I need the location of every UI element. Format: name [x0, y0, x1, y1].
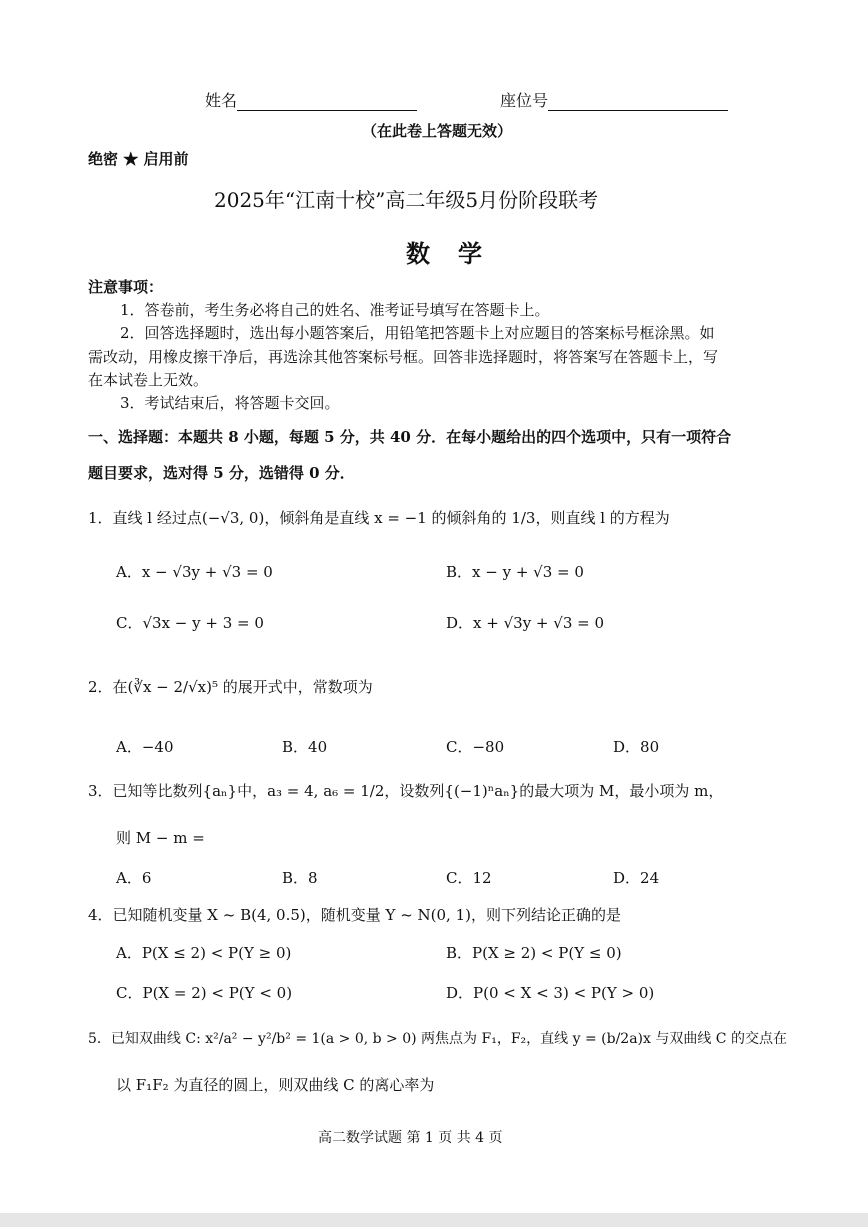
q1-option-c: C．√3x − y + 3 = 0 [116, 614, 264, 632]
q2-option-d: D．80 [613, 738, 660, 756]
name-field [205, 88, 417, 111]
q1-option-d: D．x + √3y + √3 = 0 [446, 614, 605, 632]
name-blank [237, 94, 417, 111]
subject-title: 数 学 [406, 239, 484, 268]
note-1: 1．答卷前，考生务必将自己的姓名、准考证号填写在答题卡上。 [120, 301, 550, 319]
section1-line2: 题目要求，选对得 5 分，选错得 0 分． [88, 464, 355, 482]
q3-option-b: B．8 [282, 869, 318, 887]
q4-option-d: D．P(0 < X < 3) < P(Y > 0) [446, 984, 655, 1002]
q2-option-b: B．40 [282, 738, 328, 756]
q1-option-a: A．x − √3y + √3 = 0 [116, 563, 273, 581]
q5-stem: 5．已知双曲线 C: x²/a² − y²/b² = 1(a > 0, b > 0) 两焦点为 F₁，F₂，直线 y = (b/2a)x 与双曲线 C 的交点在 [88, 1031, 787, 1047]
bottom-strip [0, 1213, 868, 1227]
page-footer: 高二数学试题 第 1 页 共 4 页 [318, 1130, 503, 1146]
exam-title: 2025年“江南十校”高二年级5月份阶段联考 [214, 188, 599, 212]
q2-option-c: C．−80 [446, 738, 505, 756]
q2-option-a: A．−40 [116, 738, 174, 756]
seat-label: 座位号 [500, 91, 549, 110]
q1-stem: 1．直线 l 经过点(−√3, 0)，倾斜角是直线 x = −1 的倾斜角的 1/3，则直线 l 的方程为 [88, 509, 670, 527]
note-2b: 需改动，用橡皮擦干净后，再选涂其他答案标号框。回答非选择题时，将答案写在答题卡上，写 [88, 348, 719, 366]
q4-option-c: C．P(X = 2) < P(Y < 0) [116, 984, 293, 1002]
name-label: 姓名 [205, 91, 238, 110]
q3-stem: 3．已知等比数列{aₙ}中，a₃ = 4, a₆ = 1/2，设数列{(−1)ⁿaₙ}的最大项为 M，最小项为 m， [88, 782, 724, 800]
note-2a: 2．回答选择题时，选出每小题答案后，用铅笔把答题卡上对应题目的答案标号框涂黑。如 [120, 324, 715, 342]
seat-field [500, 88, 728, 111]
q3-option-a: A．6 [116, 869, 152, 887]
q3-option-d: D．24 [613, 869, 660, 887]
q4-stem: 4．已知随机变量 X ~ B(4, 0.5)，随机变量 Y ~ N(0, 1)，则下列结论正确的是 [88, 906, 621, 924]
q4-option-b: B．P(X ≥ 2) < P(Y ≤ 0) [446, 944, 622, 962]
q3-option-c: C．12 [446, 869, 492, 887]
notes-heading: 注意事项： [88, 278, 164, 296]
q2-stem: 2．在(∛x − 2/√x)⁵ 的展开式中，常数项为 [88, 678, 373, 696]
seat-blank [548, 94, 728, 111]
note-2c: 在本试卷上无效。 [88, 371, 209, 389]
q3-stem-2: 则 M − m = [116, 829, 205, 847]
q4-option-a: A．P(X ≤ 2) < P(Y ≥ 0) [116, 944, 292, 962]
section1-line1: 一、选择题：本题共 8 小题，每题 5 分，共 40 分．在每小题给出的四个选项中，只有一项符合 [88, 428, 732, 446]
q5-stem-2: 以 F₁F₂ 为直径的圆上，则双曲线 C 的离心率为 [116, 1076, 435, 1094]
note-3: 3．考试结束后，将答题卡交回。 [120, 394, 340, 412]
secret-mark: 绝密 ★ 启用前 [88, 150, 189, 168]
invalid-note: （在此卷上答题无效） [362, 122, 513, 140]
q1-option-b: B．x − y + √3 = 0 [446, 563, 584, 581]
